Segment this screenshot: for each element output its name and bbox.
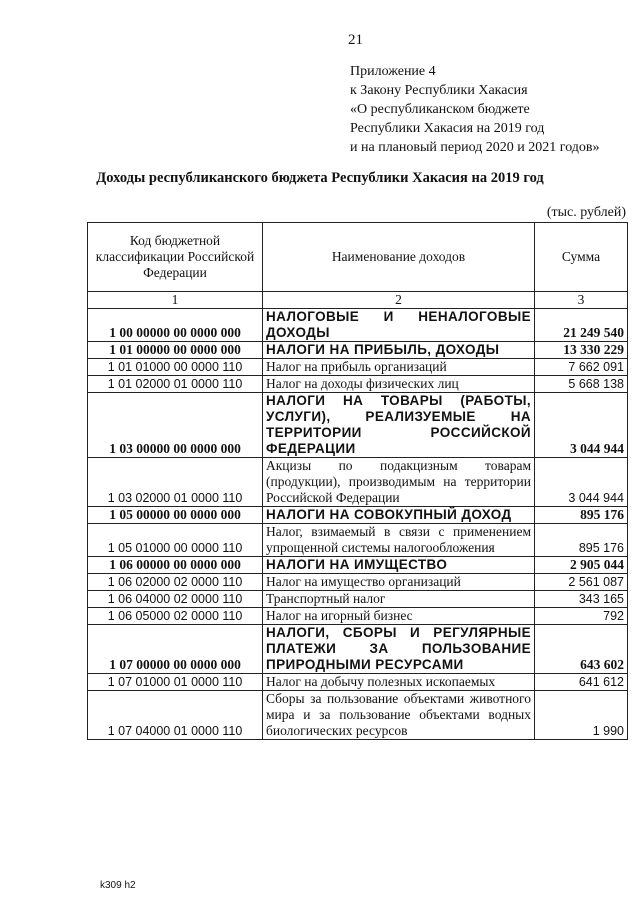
footer-mark: k309 h2 xyxy=(100,880,136,891)
table-row xyxy=(88,458,628,507)
row-code: 1 06 02000 02 0000 110 xyxy=(88,574,263,591)
table-row xyxy=(88,309,628,342)
row-name: Налог на прибыль организаций xyxy=(263,359,535,376)
row-name: НАЛОГИ НА СОВОКУПНЫЙ ДОХОД xyxy=(263,507,535,524)
appendix-line: Приложение 4 xyxy=(350,64,436,79)
row-sum: 641 612 xyxy=(535,674,628,691)
row-sum: 643 602 xyxy=(535,625,628,674)
row-code: 1 06 00000 00 0000 000 xyxy=(88,557,263,574)
row-code: 1 07 00000 00 0000 000 xyxy=(88,625,263,674)
units-note: (тыс. рублей) xyxy=(546,205,626,220)
row-sum: 2 561 087 xyxy=(535,574,628,591)
appendix-line: Республики Хакасия на 2019 год xyxy=(350,121,545,136)
row-name: НАЛОГИ, СБОРЫ И РЕГУЛЯРНЫЕ ПЛАТЕЖИ ЗА ПОЛЬЗОВАНИЕ ПРИРОДНЫМИ РЕСУРСАМИ xyxy=(263,625,535,674)
appendix-note xyxy=(350,62,600,157)
table-row xyxy=(88,625,628,674)
row-sum: 895 176 xyxy=(535,524,628,557)
row-sum: 895 176 xyxy=(535,507,628,524)
row-name: Сборы за пользование объектами животного мира и за пользование объектами водных биологических ресурсов xyxy=(263,691,535,740)
row-sum: 2 905 044 xyxy=(535,557,628,574)
table-row xyxy=(88,342,628,359)
row-name: Акцизы по подакцизным товарам (продукции), производимым на территории Российской Федерации xyxy=(263,458,535,507)
row-sum: 13 330 229 xyxy=(535,342,628,359)
row-code: 1 05 01000 00 0000 110 xyxy=(88,524,263,557)
row-code: 1 03 02000 01 0000 110 xyxy=(88,458,263,507)
table-row xyxy=(88,574,628,591)
row-code: 1 00 00000 00 0000 000 xyxy=(88,309,263,342)
row-sum: 3 044 944 xyxy=(535,393,628,458)
row-name: Налог на игорный бизнес xyxy=(263,608,535,625)
table-row xyxy=(88,674,628,691)
row-name: Налог на добычу полезных ископаемых xyxy=(263,674,535,691)
row-sum: 1 990 xyxy=(535,691,628,740)
row-name: НАЛОГОВЫЕ И НЕНАЛОГОВЫЕ ДОХОДЫ xyxy=(263,309,535,342)
row-name: Налог на имущество организаций xyxy=(263,574,535,591)
row-sum: 343 165 xyxy=(535,591,628,608)
row-name: Налог на доходы физических лиц xyxy=(263,376,535,393)
row-name: НАЛОГИ НА ТОВАРЫ (РАБОТЫ, УСЛУГИ), РЕАЛИЗУЕМЫЕ НА ТЕРРИТОРИИ РОССИЙСКОЙ ФЕДЕРАЦИИ xyxy=(263,393,535,458)
table-row xyxy=(88,524,628,557)
table-header-row xyxy=(88,223,628,292)
row-name: Транспортный налог xyxy=(263,591,535,608)
row-name: НАЛОГИ НА ПРИБЫЛЬ, ДОХОДЫ xyxy=(263,342,535,359)
row-name: НАЛОГИ НА ИМУЩЕСТВО xyxy=(263,557,535,574)
row-code: 1 05 00000 00 0000 000 xyxy=(88,507,263,524)
table-row xyxy=(88,393,628,458)
row-code: 1 06 05000 02 0000 110 xyxy=(88,608,263,625)
column-header-name: Наименование доходов xyxy=(263,223,535,292)
row-code: 1 01 02000 01 0000 110 xyxy=(88,376,263,393)
row-sum: 5 668 138 xyxy=(535,376,628,393)
table-row xyxy=(88,591,628,608)
row-code: 1 06 04000 02 0000 110 xyxy=(88,591,263,608)
row-code: 1 01 00000 00 0000 000 xyxy=(88,342,263,359)
row-sum: 3 044 944 xyxy=(535,458,628,507)
column-number-row xyxy=(88,292,628,309)
column-number: 1 xyxy=(88,292,263,309)
row-code: 1 07 01000 01 0000 110 xyxy=(88,674,263,691)
column-number: 3 xyxy=(535,292,628,309)
column-number: 2 xyxy=(263,292,535,309)
appendix-line: и на плановый период 2020 и 2021 годов» xyxy=(350,140,600,155)
row-code: 1 07 04000 01 0000 110 xyxy=(88,691,263,740)
appendix-line: к Закону Республики Хакасия xyxy=(350,83,528,98)
column-header-sum: Сумма xyxy=(535,223,628,292)
row-code: 1 01 01000 00 0000 110 xyxy=(88,359,263,376)
row-sum: 792 xyxy=(535,608,628,625)
page-number: 21 xyxy=(348,32,363,48)
appendix-line: «О республиканском бюджете xyxy=(350,102,530,117)
row-sum: 7 662 091 xyxy=(535,359,628,376)
row-name: Налог, взимаемый в связи с применением упрощенной системы налогообложения xyxy=(263,524,535,557)
table-row xyxy=(88,691,628,740)
row-code: 1 03 00000 00 0000 000 xyxy=(88,393,263,458)
table-row xyxy=(88,557,628,574)
table-row xyxy=(88,507,628,524)
row-sum: 21 249 540 xyxy=(535,309,628,342)
table-row xyxy=(88,376,628,393)
revenue-table xyxy=(87,222,628,740)
table-row xyxy=(88,608,628,625)
document-title: Доходы республиканского бюджета Республики Хакасия на 2019 год xyxy=(96,170,544,186)
table-body xyxy=(88,309,628,740)
table-row xyxy=(88,359,628,376)
column-header-code: Код бюджетной классификации Российской Федерации xyxy=(88,223,263,292)
